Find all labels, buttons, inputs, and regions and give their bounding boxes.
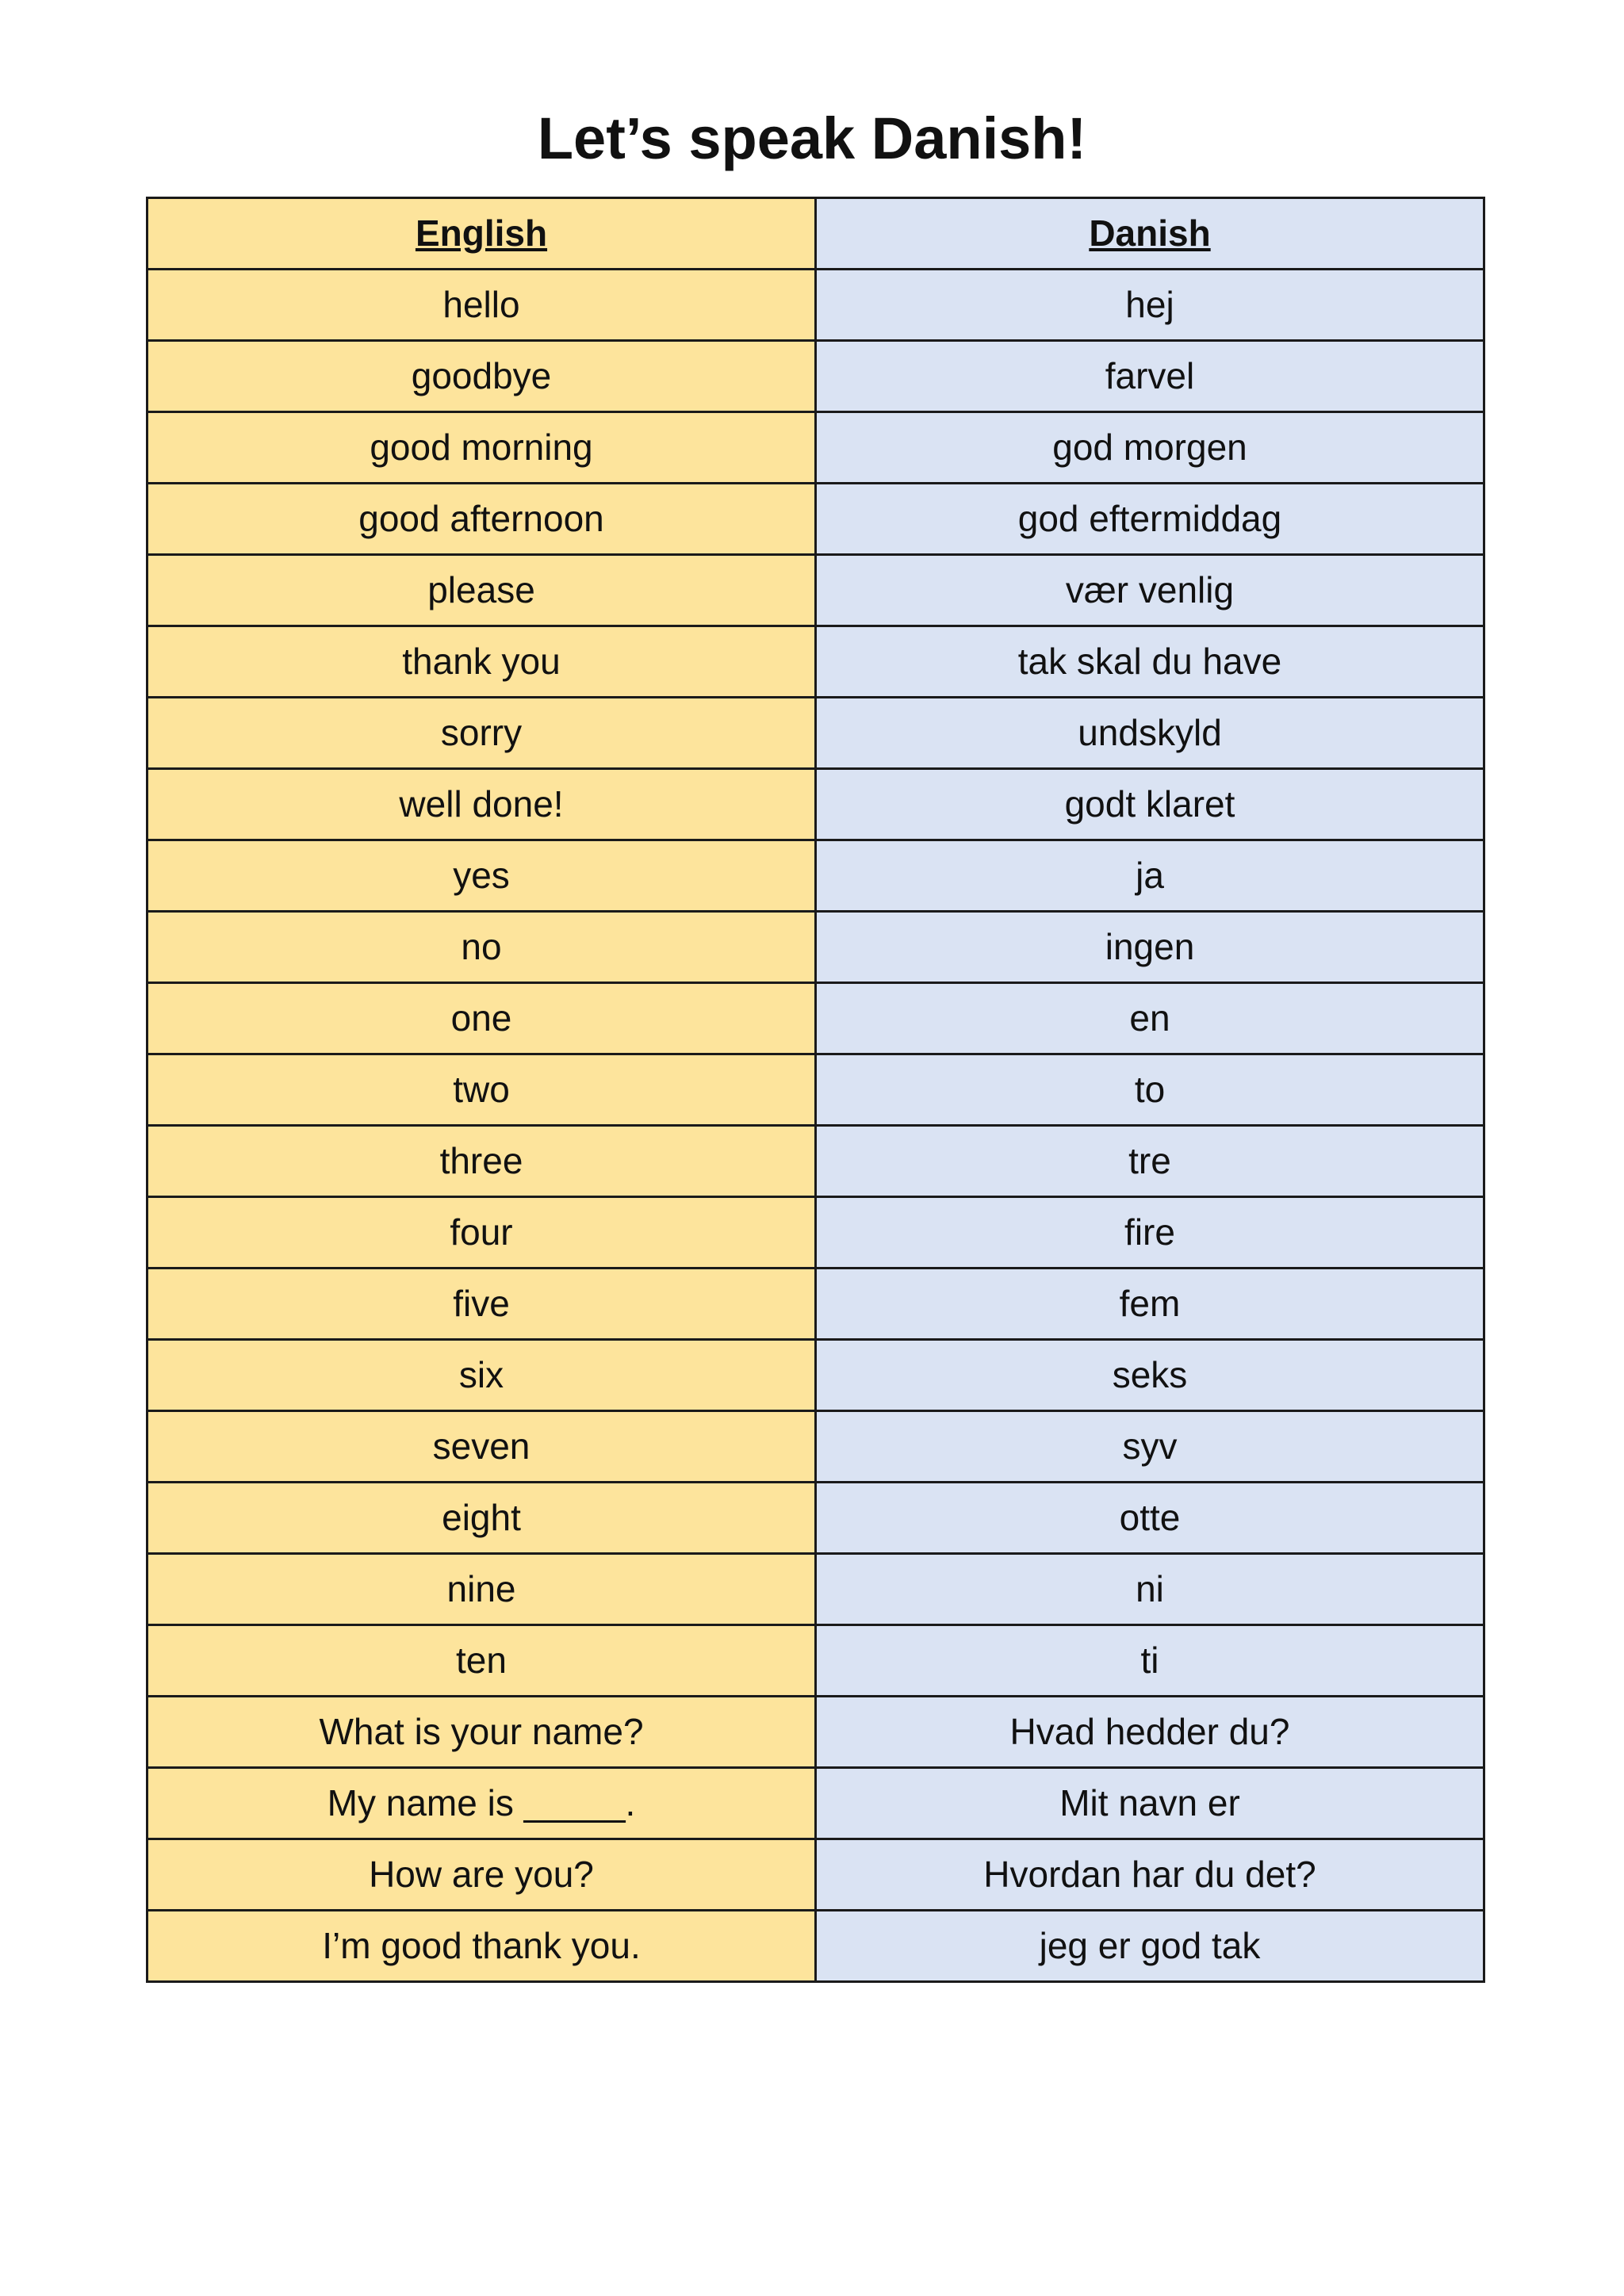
table-row [147, 1197, 1484, 1269]
english-cell: please [147, 555, 816, 626]
table-row [147, 1340, 1484, 1411]
danish-cell: Mit navn er [816, 1768, 1484, 1839]
table-row [147, 698, 1484, 769]
danish-cell: ni [816, 1554, 1484, 1625]
english-cell: thank you [147, 626, 816, 698]
danish-cell: otte [816, 1483, 1484, 1554]
english-cell: good morning [147, 412, 816, 484]
english-cell: My name is _____. [147, 1768, 816, 1839]
table-row [147, 1911, 1484, 1982]
table-row [147, 1483, 1484, 1554]
english-cell: sorry [147, 698, 816, 769]
table-row [147, 912, 1484, 983]
table-header-row [147, 198, 1484, 270]
table-row [147, 1054, 1484, 1126]
table-row [147, 270, 1484, 341]
english-cell: ten [147, 1625, 816, 1697]
danish-cell: seks [816, 1340, 1484, 1411]
table-row [147, 341, 1484, 412]
english-cell: six [147, 1340, 816, 1411]
english-cell: one [147, 983, 816, 1054]
table-row [147, 626, 1484, 698]
header-english: English [147, 198, 816, 270]
danish-cell: farvel [816, 341, 1484, 412]
danish-cell: Hvordan har du det? [816, 1839, 1484, 1911]
english-cell: eight [147, 1483, 816, 1554]
table-row [147, 769, 1484, 840]
english-cell: three [147, 1126, 816, 1197]
english-cell: two [147, 1054, 816, 1126]
english-cell: nine [147, 1554, 816, 1625]
danish-cell: jeg er god tak [816, 1911, 1484, 1982]
english-cell: well done! [147, 769, 816, 840]
danish-cell: fire [816, 1197, 1484, 1269]
danish-cell: ja [816, 840, 1484, 912]
table-row [147, 412, 1484, 484]
english-cell: yes [147, 840, 816, 912]
table-row [147, 840, 1484, 912]
danish-cell: fem [816, 1269, 1484, 1340]
danish-cell: en [816, 983, 1484, 1054]
danish-cell: to [816, 1054, 1484, 1126]
table-row [147, 1625, 1484, 1697]
danish-cell: ingen [816, 912, 1484, 983]
english-cell: four [147, 1197, 816, 1269]
page-title: Let’s speak Danish! [537, 105, 1087, 171]
vocabulary-table [146, 197, 1485, 1983]
table-row [147, 484, 1484, 555]
table-row [147, 1554, 1484, 1625]
english-cell: five [147, 1269, 816, 1340]
danish-cell: Hvad hedder du? [816, 1697, 1484, 1768]
english-cell: hello [147, 270, 816, 341]
danish-cell: god eftermiddag [816, 484, 1484, 555]
english-cell: no [147, 912, 816, 983]
danish-cell: vær venlig [816, 555, 1484, 626]
table-row [147, 1126, 1484, 1197]
table-row [147, 1697, 1484, 1768]
danish-cell: syv [816, 1411, 1484, 1483]
english-cell: seven [147, 1411, 816, 1483]
danish-cell: god morgen [816, 412, 1484, 484]
english-cell: How are you? [147, 1839, 816, 1911]
header-danish: Danish [816, 198, 1484, 270]
danish-cell: hej [816, 270, 1484, 341]
danish-cell: undskyld [816, 698, 1484, 769]
table-row [147, 555, 1484, 626]
table-row [147, 1269, 1484, 1340]
english-cell: goodbye [147, 341, 816, 412]
english-cell: good afternoon [147, 484, 816, 555]
danish-cell: tak skal du have [816, 626, 1484, 698]
english-cell: What is your name? [147, 1697, 816, 1768]
danish-cell: godt klaret [816, 769, 1484, 840]
table-row [147, 983, 1484, 1054]
table-row [147, 1411, 1484, 1483]
english-cell: I’m good thank you. [147, 1911, 816, 1982]
table-row [147, 1839, 1484, 1911]
danish-cell: tre [816, 1126, 1484, 1197]
danish-cell: ti [816, 1625, 1484, 1697]
table-row [147, 1768, 1484, 1839]
